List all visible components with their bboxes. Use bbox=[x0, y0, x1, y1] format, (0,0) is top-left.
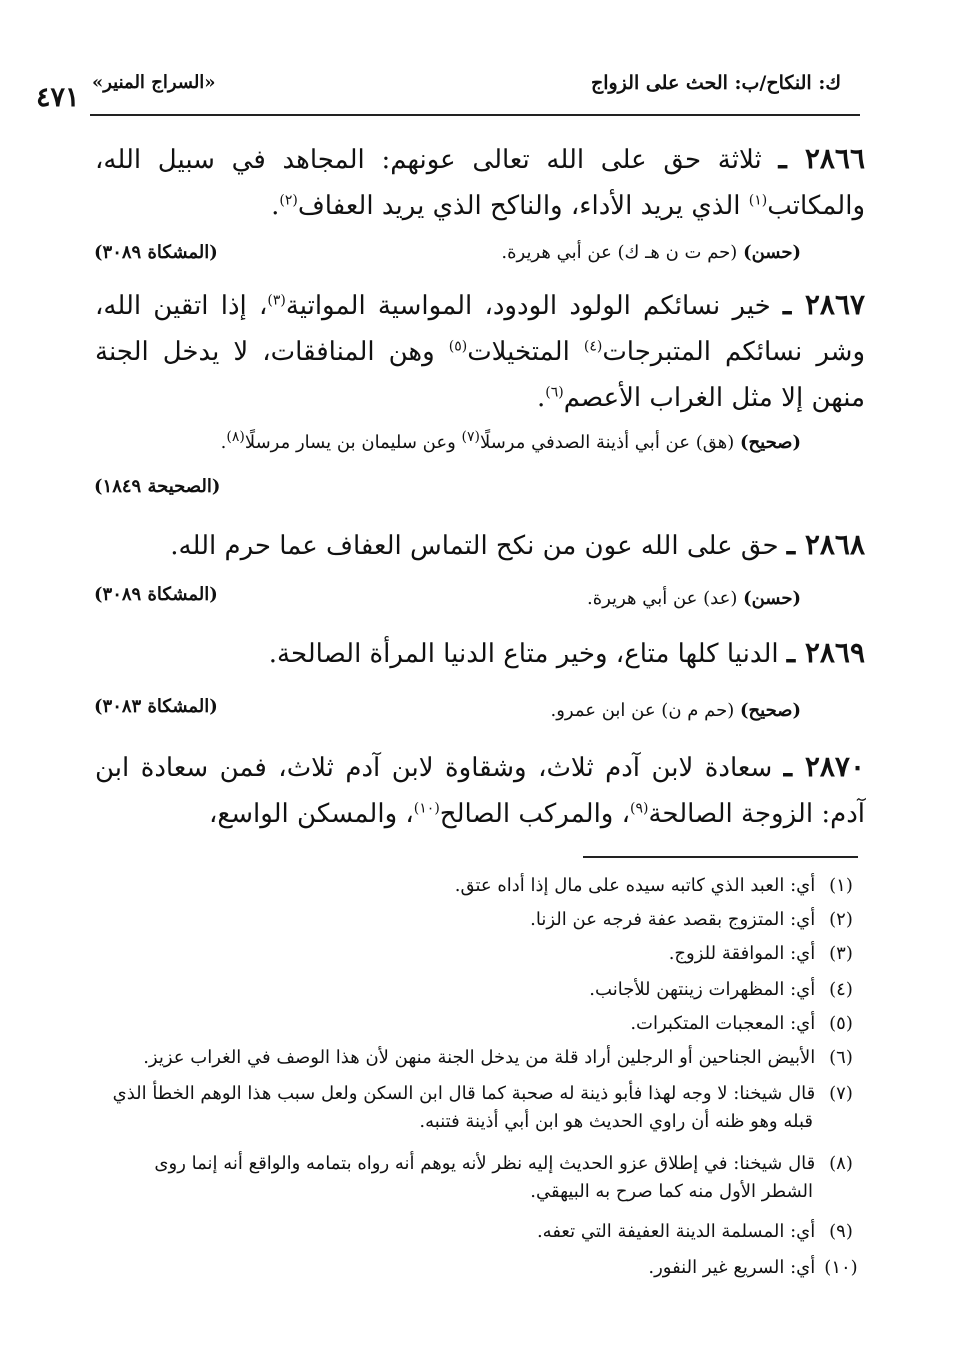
footnote-1 bbox=[101, 872, 861, 900]
footnote-text: أي: المعجبات المتكبرات. bbox=[630, 1013, 816, 1034]
source-text: (هق) عن أبي أذينة الصدفي مرسلًا bbox=[479, 432, 735, 453]
hadith-text: الذي يريد الأداء، والناكح الذي يريد العفاف bbox=[297, 191, 749, 221]
hadith-number: ٢٨٦٩ ـ bbox=[786, 636, 865, 669]
footnote-marker[interactable]: (٢) bbox=[279, 192, 298, 209]
footnote-7 bbox=[101, 1080, 861, 1136]
hadith-reference: (المشكاة ٣٠٨٩) bbox=[94, 584, 218, 605]
footnote-number: (٦) bbox=[829, 1047, 853, 1068]
hadith-text: خير نسائكم الولود الودود، المواسية المواتية bbox=[285, 291, 771, 321]
header-rule bbox=[90, 114, 860, 116]
footnote-marker[interactable]: (١) bbox=[748, 192, 768, 209]
footnote-number: (٧) bbox=[829, 1083, 853, 1104]
footnote-text: أي: المتزوج بقصد عفة فرجه عن الزنا. bbox=[530, 909, 816, 930]
hadith-grade: (صحيح) bbox=[740, 432, 801, 453]
hadith-text: ، إذا اتقين الله، وشر نسائكم المتبرجات bbox=[95, 291, 866, 367]
footnote-6 bbox=[101, 1044, 861, 1072]
footnote-number: (٣) bbox=[829, 943, 853, 964]
footnote-number: (٥) bbox=[829, 1013, 853, 1034]
footnote-text: قال شيخنا: في إطلاق عزو الحديث إليه نظر لأنه يوهم أنه رواه بتمامه والواقع أنه إنما روى الشطر الأول منه كما صرح به البيهقي. bbox=[154, 1153, 816, 1202]
footnote-marker[interactable]: (٩) bbox=[630, 800, 649, 817]
footnote-3 bbox=[101, 940, 861, 968]
hadith-source bbox=[220, 429, 801, 453]
footnote-text: أي: السريع غير النفور. bbox=[648, 1257, 816, 1278]
footnote-text: أي: المظهرات زينتهن للأجانب. bbox=[589, 979, 816, 1000]
hadith-grade: (صحيح) bbox=[740, 700, 801, 721]
hadith-number: ٢٨٧٠ ـ bbox=[783, 750, 865, 783]
book-title: «السراج المنير» bbox=[92, 72, 216, 93]
hadith-text: . bbox=[271, 191, 280, 221]
hadith-2866 bbox=[95, 136, 865, 229]
hadith-text: وهن المنافقات، لا يدخل الجنة منهن إلا مثل الغراب الأعصم bbox=[95, 337, 865, 413]
footnote-marker[interactable]: (٦) bbox=[545, 384, 564, 401]
hadith-2869 bbox=[95, 630, 865, 677]
hadith-text: الدنيا كلها متاع، وخير متاع الدنيا المرأة الصالحة. bbox=[268, 639, 779, 669]
source-text: (حم م ن) عن ابن عمرو. bbox=[550, 700, 735, 721]
hadith-text: ثلاثة حق على الله تعالى عونهم: المجاهد في سبيل الله، والمكاتب bbox=[95, 145, 865, 221]
footnote-text: أي: العبد الذي كاتبه سيده على مال إذا أداه عتق. bbox=[454, 875, 816, 896]
footnote-text: الأبيض الجناحين أو الرجلين أراد قلة من يدخل الجنة منهن لأن هذا الوصف في الغراب عزيز. bbox=[143, 1047, 816, 1068]
footnote-number: (١٠) bbox=[824, 1257, 858, 1278]
footnote-number: (٤) bbox=[829, 979, 853, 1000]
footnote-4 bbox=[101, 976, 861, 1004]
source-text: . bbox=[220, 432, 227, 453]
footnote-number: (١) bbox=[829, 875, 853, 896]
footnote-marker[interactable]: (٣) bbox=[267, 292, 286, 309]
hadith-text: ، والمسكن الواسع، bbox=[208, 799, 414, 829]
hadith-text: ، والمركب الصالح bbox=[439, 799, 631, 829]
footnote-text: أي: المسلمة الدينة العفيفة التي تعفه. bbox=[536, 1221, 816, 1242]
footnote-number: (٢) bbox=[829, 909, 853, 930]
footnote-text: قال شيخنا: لا وجه لهذا فأبو ذينة له صحبة كما قال ابن السكن ولعل سبب هذا الوهم الخطأ الذي قبله وهو ظنه أن راوي الحديث هو ابن أبي أذينة فتنبه. bbox=[112, 1083, 816, 1132]
hadith-number: ٢٨٦٨ ـ bbox=[786, 528, 865, 561]
hadith-2868 bbox=[95, 522, 865, 569]
hadith-reference: (المشكاة ٣٠٨٩) bbox=[94, 242, 218, 263]
footnote-10 bbox=[101, 1254, 861, 1282]
hadith-grade: (حسن) bbox=[743, 588, 801, 609]
footnote-marker[interactable]: (٥) bbox=[448, 338, 468, 355]
footnote-marker[interactable]: (٨) bbox=[226, 429, 245, 445]
hadith-reference: (الصحيحة ١٨٤٩) bbox=[94, 476, 221, 497]
hadith-text: . bbox=[536, 383, 546, 413]
hadith-reference: (المشكاة ٣٠٨٣) bbox=[94, 696, 218, 717]
footnote-2 bbox=[101, 906, 861, 934]
hadith-number: ٢٨٦٧ ـ bbox=[782, 288, 866, 321]
footnote-marker[interactable]: (٤) bbox=[583, 338, 603, 355]
footnote-number: (٨) bbox=[829, 1153, 853, 1174]
hadith-number: ٢٨٦٦ ـ bbox=[778, 142, 865, 175]
hadith-text: سعادة لابن آدم ثلاث، وشقاوة لابن آدم ثلاث، فمن سعادة ابن آدم: الزوجة الصالحة bbox=[95, 753, 865, 829]
footnote-8 bbox=[101, 1150, 861, 1206]
footnote-number: (٩) bbox=[829, 1221, 853, 1242]
hadith-source bbox=[501, 242, 801, 263]
source-text: (عد) عن أبي هريرة. bbox=[586, 588, 738, 609]
footnote-marker[interactable]: (١٠) bbox=[413, 800, 440, 817]
footnote-rule bbox=[583, 856, 858, 858]
hadith-text: حق على الله عون من نكح التماس العفاف عما حرم الله. bbox=[170, 531, 779, 561]
footnote-5 bbox=[101, 1010, 861, 1038]
hadith-grade: (حسن) bbox=[743, 242, 801, 263]
page-number: ٤٧١ bbox=[36, 82, 80, 113]
hadith-text: المتخيلات bbox=[467, 337, 584, 367]
source-text: (حم ت ن هـ ك) عن أبي هريرة. bbox=[501, 242, 738, 263]
hadith-source bbox=[587, 588, 801, 609]
hadith-2867 bbox=[95, 282, 865, 421]
hadith-2870 bbox=[95, 744, 865, 837]
chapter-heading: ك: النكاح/ب: الحث على الزواج bbox=[590, 72, 841, 94]
footnote-marker[interactable]: (٧) bbox=[461, 429, 480, 445]
source-text: وعن سليمان بن يسار مرسلًا bbox=[244, 432, 462, 453]
footnote-9 bbox=[101, 1218, 861, 1246]
hadith-source bbox=[550, 700, 801, 721]
footnote-text: أي: الموافقة للزوج. bbox=[668, 943, 816, 964]
